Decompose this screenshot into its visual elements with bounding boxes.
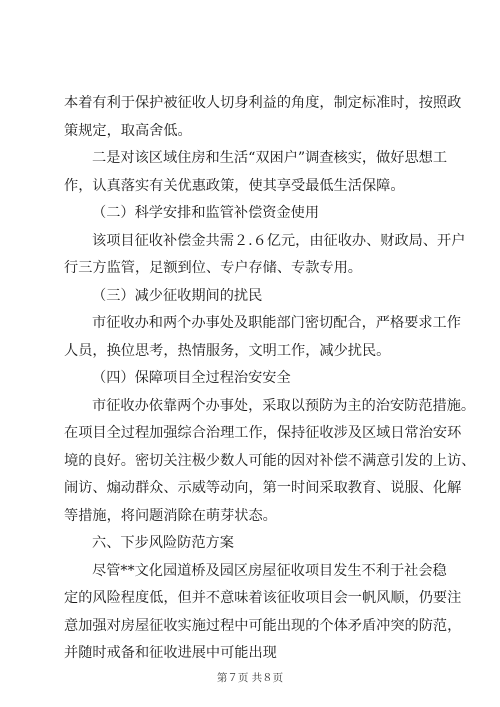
section-heading: 六、下步风险防范方案 xyxy=(92,535,234,551)
paragraph-line: 二是对该区域住房和生活“双困户”调查核实，做好思想工 xyxy=(92,150,448,166)
page-number: 第７页 共８页 xyxy=(216,672,284,684)
paragraph-line: 人员，换位思考，热情服务，文明工作，减少扰民。 xyxy=(64,342,391,359)
paragraph-line: 作，认真落实有关优惠政策，使其享受最低生活保障。 xyxy=(64,177,405,194)
paragraph-line: 市征收办和两个办事处及职能部门密切配合，严格要求工作 xyxy=(92,315,461,331)
paragraph-line: 并随时戒备和征收进展中可能出现 xyxy=(64,645,277,661)
paragraph-line: 意加强对房屋征收实施过程中可能出现的个体矛盾冲突的防范， xyxy=(64,617,462,634)
paragraph-line: 市征收办依靠两个办事处，采取以预防为主的治安防范措施。 xyxy=(92,397,476,414)
paragraph-line: 该项目征收补偿金共需２.６亿元，由征收办、财政局、开户 xyxy=(92,232,466,249)
paragraph-line: 定的风险程度低，但并不意味着该征收项目会一帆风顺，仍要注 xyxy=(64,590,462,606)
section-heading: （二）科学安排和监管补偿资金使用 xyxy=(92,205,320,221)
section-heading: （三）减少征收期间的扰民 xyxy=(92,287,263,304)
paragraph-line: 尽管**文化园道桥及园区房屋征收项目发生不利于社会稳 xyxy=(92,562,447,579)
paragraph-line: 本着有利于保护被征收人切身利益的角度，制定标准时，按照政 xyxy=(64,95,462,111)
paragraph-line: 闹访、煽动群众、示威等动向，第一时间采取教育、说服、化解 xyxy=(64,480,462,496)
document-body xyxy=(64,90,476,668)
paragraph-line: 等措施，将问题消除在萌芽状态。 xyxy=(64,507,277,524)
paragraph-line: 策规定，取高舍低。 xyxy=(64,122,192,139)
paragraph-line: 行三方监管，足额到位、专户存储、专款专用。 xyxy=(64,260,362,276)
paragraph-line: 境的良好。密切关注极少数人可能的因对补偿不满意引发的上访、 xyxy=(64,452,476,469)
paragraph-line: 在项目全过程加强综合治理工作，保持征收涉及区域日常治安环 xyxy=(64,425,462,441)
section-heading: （四）保障项目全过程治安安全 xyxy=(92,370,291,386)
